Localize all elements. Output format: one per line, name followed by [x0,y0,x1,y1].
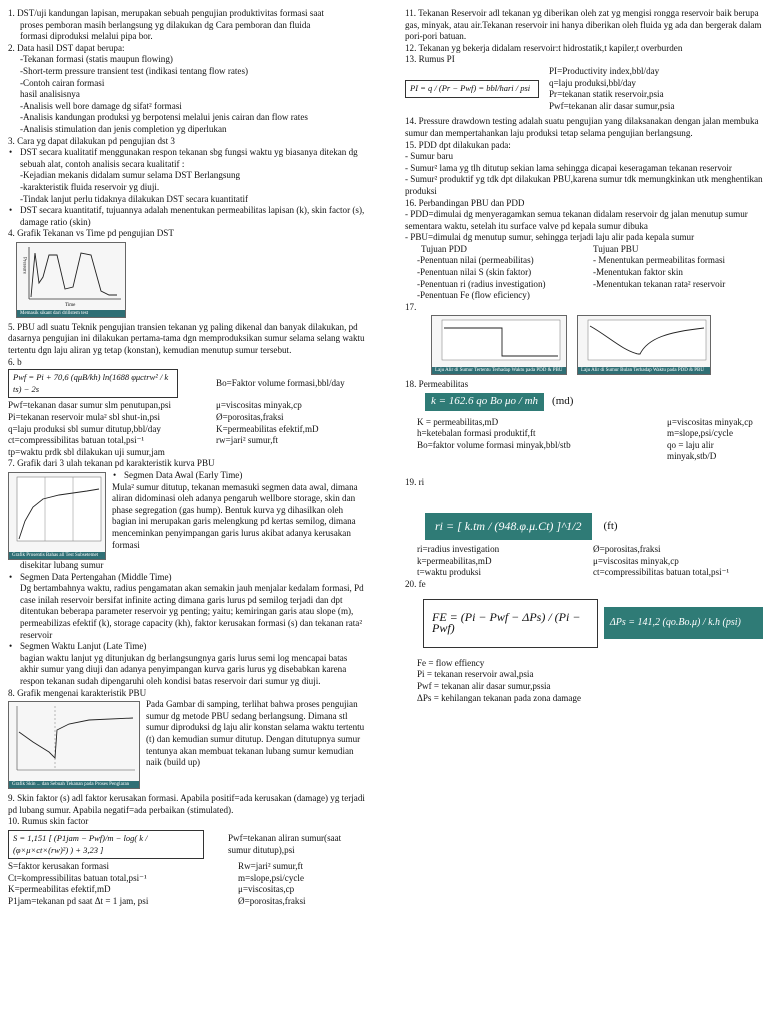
var19-2b: μ=viscositas minyak,cp [593,555,679,566]
item-11: 11. Tekanan Reservoir adl tekanan yg diberikan oleh zat yg mengisi rongga reservoir baik berupa gas, minyak, atau air.Tekanan reservoir ini hanya diberikan oleh fluida yg ada dan bergerak dalam pori-pori batuan. [405,8,762,42]
fig4-caption: Memasik sikant dari drillstem test [17,310,125,317]
item-16: 16. Perbandingan PBU dan PDD [405,197,525,208]
var10-3b: μ=viscositas,cp [238,884,295,895]
item-3-bullet-2: • DST secara kuantitatif, tujuannya adalah menentukan permeabilitas lapisan (k), skin factor (s), damage ratio (skin) [8,205,366,228]
formula-pwf-note: Bo=Faktor volume formasi,bbl/day [216,378,345,389]
formula-ri: ri = [ k.tm / (948.φ.μ.Ct) ]^1/2 [425,513,592,541]
item-2-list-3: -Contoh cairan formasi [20,77,105,88]
segment-early-tail: disekitar lubang sumur [20,560,104,570]
formula-skin: S = 1,151 [ (P1jam − Pwf)/m − log( k / (φ×μ×ct×(rw)²) ) + 3,23 ] [8,830,204,859]
item-15-list-3: - Sumur² produktif yg tdk dpt dilakukan PBU,karena sumur tdk memungkinkan utk menghentikan produksi [405,174,763,196]
item-2: 2. Data hasil DST dapat berupa: [8,42,125,53]
fig17a-caption: Laju Alir di Sumur Tertentu Terhadap Waktu pada PDD & PBU [432,367,566,374]
tujuan-3a: -Penentuan ri (radius investigation) [417,278,546,289]
var19-2a: k=permeabilitas,mD [417,555,492,566]
pbu-rate-curve [578,316,710,366]
left-column [8,8,366,907]
item-15-list-2: - Sumur² lama yg tlh ditutup sekian lama sehingga dicapai keseragaman tekanan reservoir [405,162,732,173]
item-18: 18. Permeabilitas [405,379,469,390]
tujuan-1b: - Menentukan permeabilitas formasi [593,255,726,266]
item-14: 14. Pressure drawdown testing adalah suatu pengujian yang dilaksanakan dengan jalan membuka sumur dan mempertahankan laju produksi tetap selama pengujian berlangsung. [405,116,759,138]
segment-early-text: Mula² sumur ditutup, tekanan memasuki segmen data awal, dimana aliran didominasi oleh adanya pengaruh wellbore storage, skin dan phase segregation (gas hump). Bentuk kurva yg dihasilkan oleh bagian ini merupakan garis melengkung pd kertas semilog, dimana menceminkan penyimpangan garis lurus akibat adanya kerusakan formasi [112,481,358,550]
segment-early-title: • Segmen Data Awal (Early Time) [112,470,366,482]
formula-permeability-unit: (md) [552,395,574,408]
formula-pi: PI = q / (Pr − Pwf) = bbl/hari / psi [405,80,539,98]
var13-4: Pwf=tekanan alir dasar sumur,psia [549,100,675,111]
item-4: 4. Grafik Tekanan vs Time pd pengujian DST [8,228,174,239]
item-3-b1-list-3: -Tindak lanjut perlu tidaknya dilakukan DST secara kuantitatif [20,193,249,204]
item-19: 19. ri [405,477,425,487]
var18-1b: μ=viscositas minyak,cp [667,416,753,427]
var6-2b: Ø=porositas,fraksi [216,412,284,423]
fig17b-caption: Laju Alir di Sumur Bulan Terhadap Waktu pada PDD & PBU [578,367,710,374]
formula-delta-ps: ΔPs = 141,2 (qo.Bo.μ) / k.h (psi) [604,607,763,639]
var18-1a: K = permeabilitas,mD [417,416,499,427]
var19-3b: ct=compressibilitas batuan total,psi⁻¹ [593,567,730,578]
pbu-three-segment-chart [8,472,106,560]
var13-1: PI=Productivity index,bbl/day [549,65,660,76]
fig8-caption: Grafik Skin ... dan Sebuah Tekanan pada Proses Penglaran [9,781,139,788]
var6-4a: ct=compressibilitas batuan total,psi⁻¹ [8,435,145,446]
item-2-list-6: -Analisis kandungan produksi yg berpotensi melalui jenis cairan dan flow rates [20,112,308,123]
var13-2: q=laju produksi,bbl/day [549,77,636,88]
var19-1b: Ø=porositas,fraksi [593,544,661,555]
item-5: 5. PBU adl suatu Teknik pengujian transien tekanan yg paling dikenal dan banyak dilakukan, pd dasarnya pengujian ini dilakukan pertama-tama dgn memproduksikan sumur selama selang waktu tertentu dgn laju aliran yg tetap (konstan), kemudian menutup sumur tersebut. [8,321,365,356]
item-3-b1-list-2: -karakteristik fluida reservoir yg diuji. [20,181,160,192]
pbu-characteristic-curve [9,702,139,780]
var18-3a: Bo=faktor volume formasi minyak,bbl/stb [417,439,571,450]
var10-1a: S=faktor kerusakan formasi [8,861,110,872]
item-16-pbu: - PBU=dimulai dg menutup sumur, sehingga terjadi laju alir pada kepala sumur [405,232,695,243]
right-column [405,8,763,704]
formula-permeability: k = 162.6 qo Bo μo / mh [425,393,544,411]
formula-ri-unit: (ft) [603,519,618,532]
item-13: 13. Rumus PI [405,54,455,65]
item-8-text: Pada Gambar di samping, terlihat bahwa proses pengujian sumur dg metode PBU sedang berlangsung. Dimana stl sumur diproduksi dg laju alir konstan selama waktu tertentu (t) dan kemudian sumur ditutup. Dengan ditutupnya sumur tentunya akan membuat tekanan lubang sumur kemudian naik (build up) [146,699,365,768]
var20-4: ΔPs = kehilangan tekanan pada zona damage [417,692,581,703]
var10-2a: Ct=kompressibilitas batuan total,psi⁻¹ [8,872,147,883]
var18-3b: qo = laju alir minyak,stb/D [667,439,717,462]
item-17: 17. [405,301,417,312]
var10-4b: Ø=porositas,fraksi [238,895,306,906]
var18-2a: h=ketebalan formasi produktif,ft [417,428,536,439]
item-3: 3. Cara yg dapat dilakukan pd pengujian dst 3 [8,135,175,146]
var10-1b: Rw=jari² sumur,ft [238,861,304,872]
var6-5: tp=waktu prdk sbl dilakukan uji sumur,jam [8,446,165,457]
item-10: 10. Rumus skin factor [8,816,89,827]
tujuan-1a: -Penentuan nilai (permeabilitas) [417,255,534,266]
tujuan-4a: -Penentuan Fe (flow eficiency) [417,290,530,301]
item-1-line-2: proses pemboran masih berlangsung yg dilakukan dg Cara pemboran dan fluida [20,19,311,30]
fig4-xlabel: Time [65,302,76,308]
item-8: 8. Grafik mengenai karakteristik PBU [8,687,147,698]
tujuan-4b [593,290,763,302]
pbu-rate-chart [577,315,711,375]
dst-pressure-time-chart [16,242,126,318]
var20-1: Fe = flow effiency [417,657,485,668]
formula-pwf: Pwf = Pi + 70,6 (qμB/kh) ln(1688 φμctrw² / k ts) − 2s [8,369,178,398]
tujuan-head-pbu: Tujuan PBU [593,243,639,254]
item-2-list-5: -Analisis well bore damage dg sifat² formasi [20,100,182,111]
segment-middle-text: Dg bertambahnya waktu, radius pengamatan akan semakin jauh menjalar kedalam formasi, Pd case inilah reservoir bersifat infinite acting dimana garis lurus pd semilog terjadi dan dpt ditentukan beberapa parameter reservoir yg penting; yaitu; kemiringan garis atau slope (m), permeabilizas efektif (k), storage capacity (kh), faktor kerusakan formasi (s) dan tekanan rata² reservoir [20,583,364,640]
tujuan-head-pdd: Tujuan PDD [421,243,467,254]
pdd-rate-chart [431,315,567,375]
item-20: 20. fe [405,578,426,589]
var10-3a: K=permeabilitas efektif,mD [8,884,111,895]
item-2-list-7: -Analisis stimulation dan jenis completion yg diperlukan [20,123,227,134]
item-15-list-1: - Sumur baru [405,151,453,162]
item-2-list-1: -Tekanan formasi (statis maupun flowing) [20,54,173,65]
tujuan-2b: -Menentukan faktor skin [593,267,683,278]
item-3-b1-list-1: -Kejadian mekanis didalam sumur selama DST Berlangsung [20,170,241,181]
var19-1a: ri=radius investigation [417,544,500,555]
item-12: 12. Tekanan yg bekerja didalam reservoir:t hidrostatik,t kapiler,t overburden [405,42,683,53]
var20-3: Pwf = tekanan alir dasar sumur,pssia [417,680,551,691]
pdd-rate-curve [432,316,566,366]
formula-skin-note: Pwf=tekanan aliran sumur(saat sumur ditutup),psi [228,832,342,855]
tujuan-3b: -Menentukan tekanan rata² reservoir [593,278,726,289]
pbu-segment-curve [9,473,105,551]
item-16-pdd: - PDD=dimulai dg menyeragamkan semua tekanan didalam reservoir dg jalan menutup sumur sementara waktu, setelah itu surface valve pd kepala sumur dibuka [405,209,748,231]
item-2-list-4: hasil analisisnya [20,89,80,100]
segment-late-text: bagian waktu lanjut yg ditunjukan dg berlangsungnya garis lurus semi log mencapai batas akhir sumur yang diuji dan adanya penyimpangan kurva garis lurus yg disebabkan karena respon tekanan sudah dipengaruhi oleh kondisi batas reservoir dari sumur yg diuji. [20,652,348,686]
var6-1b: μ=viscositas minyak,cp [216,400,302,411]
var10-4a: P1jam=tekanan pd saat Δt = 1 jam, psi [8,895,149,906]
var6-3b: K=permeabilitas efektif,mD [216,423,319,434]
tujuan-2a: -Penentuan nilai S (skin faktor) [417,267,532,278]
item-1-line-3: formasi diproduksi melalui pipa bor. [20,31,153,42]
var18-2b: m=slope,psi/cycle [667,428,733,439]
var6-4b: rw=jari² sumur,ft [216,435,279,446]
item-2-list-2: -Short-term pressure transient test (indikasi tentang flow rates) [20,65,249,76]
var6-1a: Pwf=tekanan dasar sumur slm penutupan,psi [8,400,171,411]
item-9: 9. Skin faktor (s) adl faktor kerusakan formasi. Apabila positif=ada kerusakan (damage) yg terjadi pd lubang sumur. Apabila negatif=ada perbaikan (stimulated). [8,793,365,815]
item-1-line-1: 1. DST/uji kandungan lapisan, merupakan sebuah pengujian produktivitas formasi saat [8,8,324,18]
var20-2: Pi = tekanan reservoir awal,psia [417,669,534,680]
item-6: 6. b [8,356,22,367]
segment-late-title: • Segmen Waktu Lanjut (Late Time) [8,641,366,653]
fig7-caption: Grafik Prosentis Bahas all Test Subsetemet [9,552,105,559]
var6-2a: Pi=tekanan reservoir mula² sbl shut-in,psi [8,412,161,423]
item-3-bullet-1: • DST secara kualitatif menggunakan respon tekanan sbg fungsi waktu yg biasanya ditekan dg sebuah alat, contoh analisis secara kualitatif : [8,147,366,170]
pbu-characteristic-chart [8,701,140,789]
segment-middle-title: • Segmen Data Pertengahan (Middle Time) [8,572,366,584]
var13-3: Pr=tekanan statik reservoir,psia [549,89,664,100]
item-7: 7. Grafik dari 3 ulah tekanan pd karakteristik kurva PBU [8,458,215,469]
var6-3a: q=laju produksi sbl sumur ditutup,bbl/day [8,423,161,434]
var10-2b: m=slope,psi/cycle [238,872,304,883]
fig4-ylabel: Pressure [21,256,27,274]
item-15: 15. PDD dpt dilakukan pada: [405,139,511,150]
var19-3a: t=waktu produksi [417,567,481,578]
formula-fe: FE = (Pi − Pwf − ΔPs) / (Pi − Pwf) [423,599,598,648]
